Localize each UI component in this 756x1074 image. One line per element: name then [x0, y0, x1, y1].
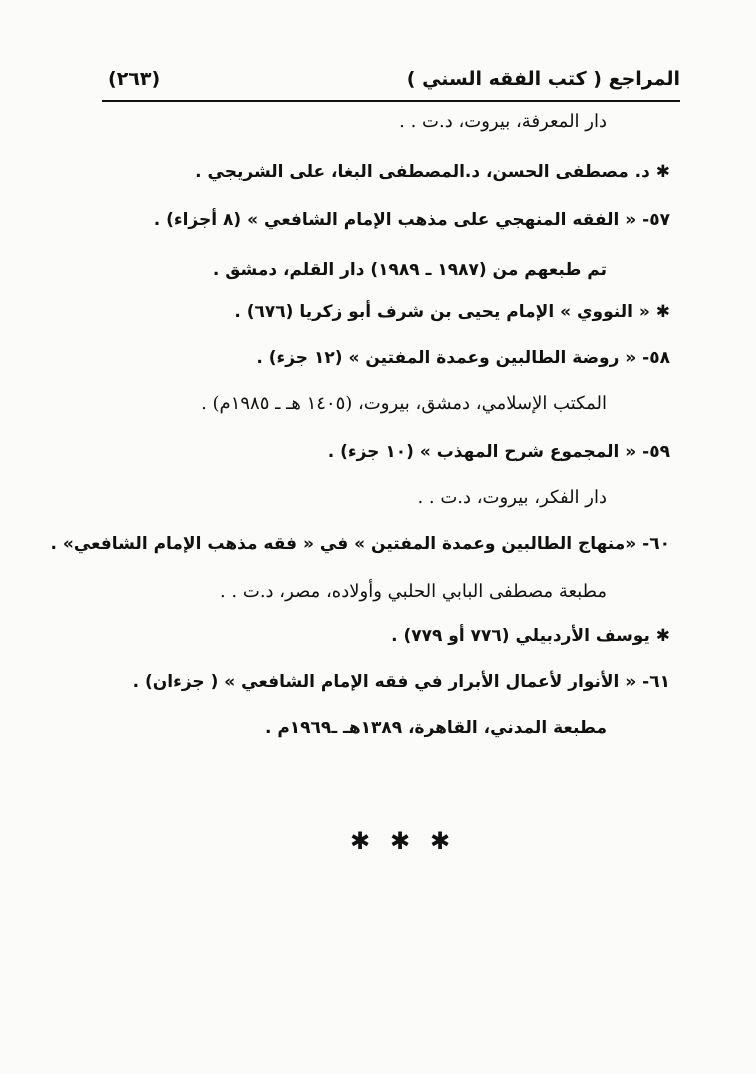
author-entry-2: ✱ « النووي » الإمام يحيى بن شرف أبو زكريا (٦٧٦) . [234, 302, 670, 322]
publisher-line-57: تم طبعهم من (١٩٨٧ ـ ١٩٨٩) دار القلم، دمشق . [212, 260, 607, 280]
publisher-line-1: دار المعرفة، بيروت، د.ت . . [399, 111, 607, 132]
asterisk-icon: ✱ [390, 827, 411, 855]
publisher-line-60: مطبعة مصطفى البابي الحلبي وأولاده، مصر، د.ت . . [219, 581, 607, 602]
publisher-line-58: المكتب الإسلامي، دمشق، بيروت، (١٤٠٥ هـ ـ ١٩٨٥م) . [201, 393, 607, 414]
author-entry-3: ✱ يوسف الأردبيلي (٧٧٦ أو ٧٧٩) . [391, 626, 670, 646]
asterisk-icon: ✱ [350, 827, 371, 855]
page-number: (٢٦٣) [108, 68, 161, 90]
reference-60: ٦٠- «منهاج الطالبين وعمدة المفتين » في « فقه مذهب الإمام الشافعي» . [50, 534, 670, 554]
reference-57: ٥٧- « الفقه المنهجي على مذهب الإمام الشافعي » (٨ أجزاء) . [153, 210, 670, 230]
publisher-line-61: مطبعة المدني، القاهرة، ١٣٨٩هـ ـ١٩٦٩م . [264, 718, 607, 738]
section-separator [350, 826, 450, 856]
reference-58: ٥٨- « روضة الطالبين وعمدة المفتين » (١٢ جزء) . [256, 348, 670, 368]
reference-61: ٦١- « الأنوار لأعمال الأبرار في فقه الإمام الشافعي » ( جزءان) . [132, 672, 670, 692]
header-title: المراجع ( كتب الفقه السني ) [406, 68, 680, 90]
publisher-line-59: دار الفكر، بيروت، د.ت . . [417, 487, 607, 508]
asterisk-icon: ✱ [430, 827, 451, 855]
page-header [102, 64, 680, 102]
reference-59: ٥٩- « المجموع شرح المهذب » (١٠ جزء) . [327, 442, 670, 462]
author-entry-1: ✱ د. مصطفى الحسن، د.المصطفى البغا، على الشريجي . [195, 162, 670, 182]
